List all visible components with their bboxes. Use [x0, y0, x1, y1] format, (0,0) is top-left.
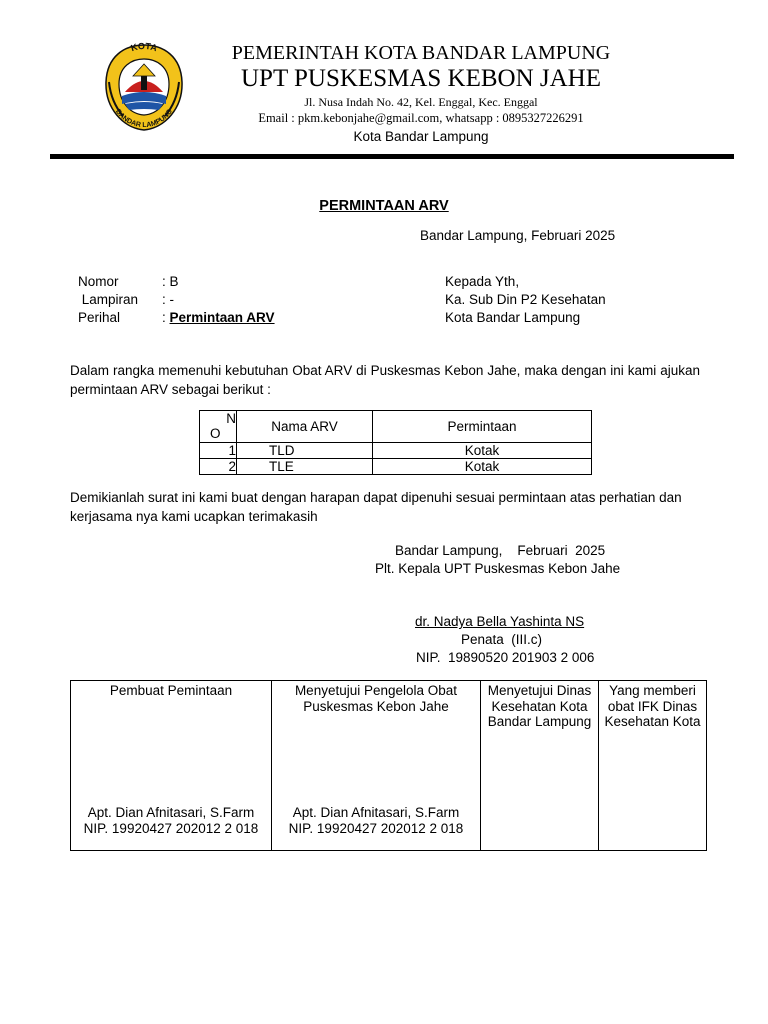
- approval-health-office-cell: [481, 681, 599, 851]
- recipient-line-2: Ka. Sub Din P2 Kesehatan: [445, 292, 606, 307]
- logo-top-text: KOTA: [129, 42, 159, 54]
- letter-place-date: Bandar Lampung, Februari 2025: [420, 228, 616, 243]
- table-row: [200, 443, 592, 459]
- approval-maker-title: Pembuat Pemintaan: [109, 683, 233, 698]
- arv-row-name: TLD: [237, 443, 373, 459]
- signature-position: Plt. Kepala UPT Puskesmas Kebon Jahe: [375, 561, 621, 576]
- meta-label-perihal: Perihal: [78, 310, 121, 325]
- intro-paragraph: Dalam rangka memenuhi kebutuhan Obat ARV di Puskesmas Kebon Jahe, maka dengan ini kami ajukan permintaan ARV sebagai berikut :: [70, 363, 700, 397]
- meta-value-lampiran: : -: [162, 292, 174, 307]
- approval-pharmacy-title: Menyetujui Pengelola Obat Puskesmas Kebon Jahe: [294, 683, 458, 714]
- arv-header-name: Nama ARV: [237, 411, 373, 443]
- arv-request-table: [199, 410, 592, 475]
- arv-header-no: [200, 411, 237, 443]
- letter-title: PERMINTAAN ARV: [319, 198, 449, 214]
- arv-row-request: Kotak: [373, 459, 592, 475]
- institution-contact: Email : pkm.kebonjahe@gmail.com, whatsapp : 0895327226291: [258, 111, 584, 125]
- arv-header-no-top: N: [226, 411, 236, 426]
- table-row: [200, 459, 592, 475]
- meta-perihal-prefix: :: [162, 310, 170, 325]
- arv-header-request: Permintaan: [373, 411, 592, 443]
- closing-paragraph: Demikianlah surat ini kami buat dengan harapan dapat dipenuhi sesuai permintaan atas perhatian dan kerjasama nya kami ucapkan terimakasih: [70, 490, 682, 524]
- meta-value-perihal: [162, 310, 275, 325]
- approval-maker-cell: [71, 681, 272, 851]
- approval-maker-nip: NIP. 19920427 202012 2 018: [83, 820, 259, 836]
- arv-row-name: TLE: [237, 459, 373, 475]
- institution-city: Kota Bandar Lampung: [353, 129, 489, 144]
- approval-pharmacy-nip: NIP. 19920427 202012 2 018: [288, 820, 464, 836]
- institution-title: UPT PUSKESMAS KEBON JAHE: [240, 65, 602, 92]
- approval-pharmacy-cell: [272, 681, 481, 851]
- approval-pharmacy-name: Apt. Dian Afnitasari, S.Farm: [292, 805, 460, 820]
- approval-pharmacy-signature: [272, 805, 480, 836]
- meta-label-nomor: Nomor: [78, 274, 119, 289]
- signature-name: dr. Nadya Bella Yashinta NS: [415, 614, 585, 629]
- institution-address: Jl. Nusa Indah No. 42, Kel. Enggal, Kec. Enggal: [304, 95, 538, 109]
- arv-header-no-bottom: O: [210, 426, 221, 441]
- approval-ifk-cell: [599, 681, 707, 851]
- approval-table: [70, 680, 707, 851]
- arv-row-no: 1: [200, 443, 237, 459]
- arv-table-header: [200, 411, 592, 443]
- logo-bottom-text: BANDAR LAMPUNG: [114, 108, 174, 130]
- government-title: PEMERINTAH KOTA BANDAR LAMPUNG: [231, 42, 611, 64]
- letterhead-divider: [50, 154, 734, 159]
- approval-row: [71, 681, 707, 851]
- recipient-line-1: Kepada Yth,: [445, 274, 520, 289]
- meta-value-nomor: : B: [162, 274, 179, 289]
- arv-row-request: Kotak: [373, 443, 592, 459]
- arv-row-no: 2: [200, 459, 237, 475]
- recipient-line-3: Kota Bandar Lampung: [445, 310, 581, 325]
- approval-health-office-title: Menyetujui Dinas Kesehatan Kota Bandar Lampung: [487, 683, 592, 729]
- signature-place-date: Bandar Lampung, Februari 2025: [395, 543, 606, 558]
- meta-perihal-subject: Permintaan ARV: [169, 310, 275, 325]
- approval-maker-signature: [71, 805, 271, 836]
- signature-rank: Penata (III.c): [461, 632, 543, 647]
- approval-ifk-title: Yang memberi obat IFK Dinas Kesehatan Kota: [604, 683, 701, 729]
- meta-label-lampiran: Lampiran: [78, 292, 139, 307]
- approval-maker-name: Apt. Dian Afnitasari, S.Farm: [87, 805, 255, 820]
- signature-nip: NIP. 19890520 201903 2 006: [416, 650, 595, 665]
